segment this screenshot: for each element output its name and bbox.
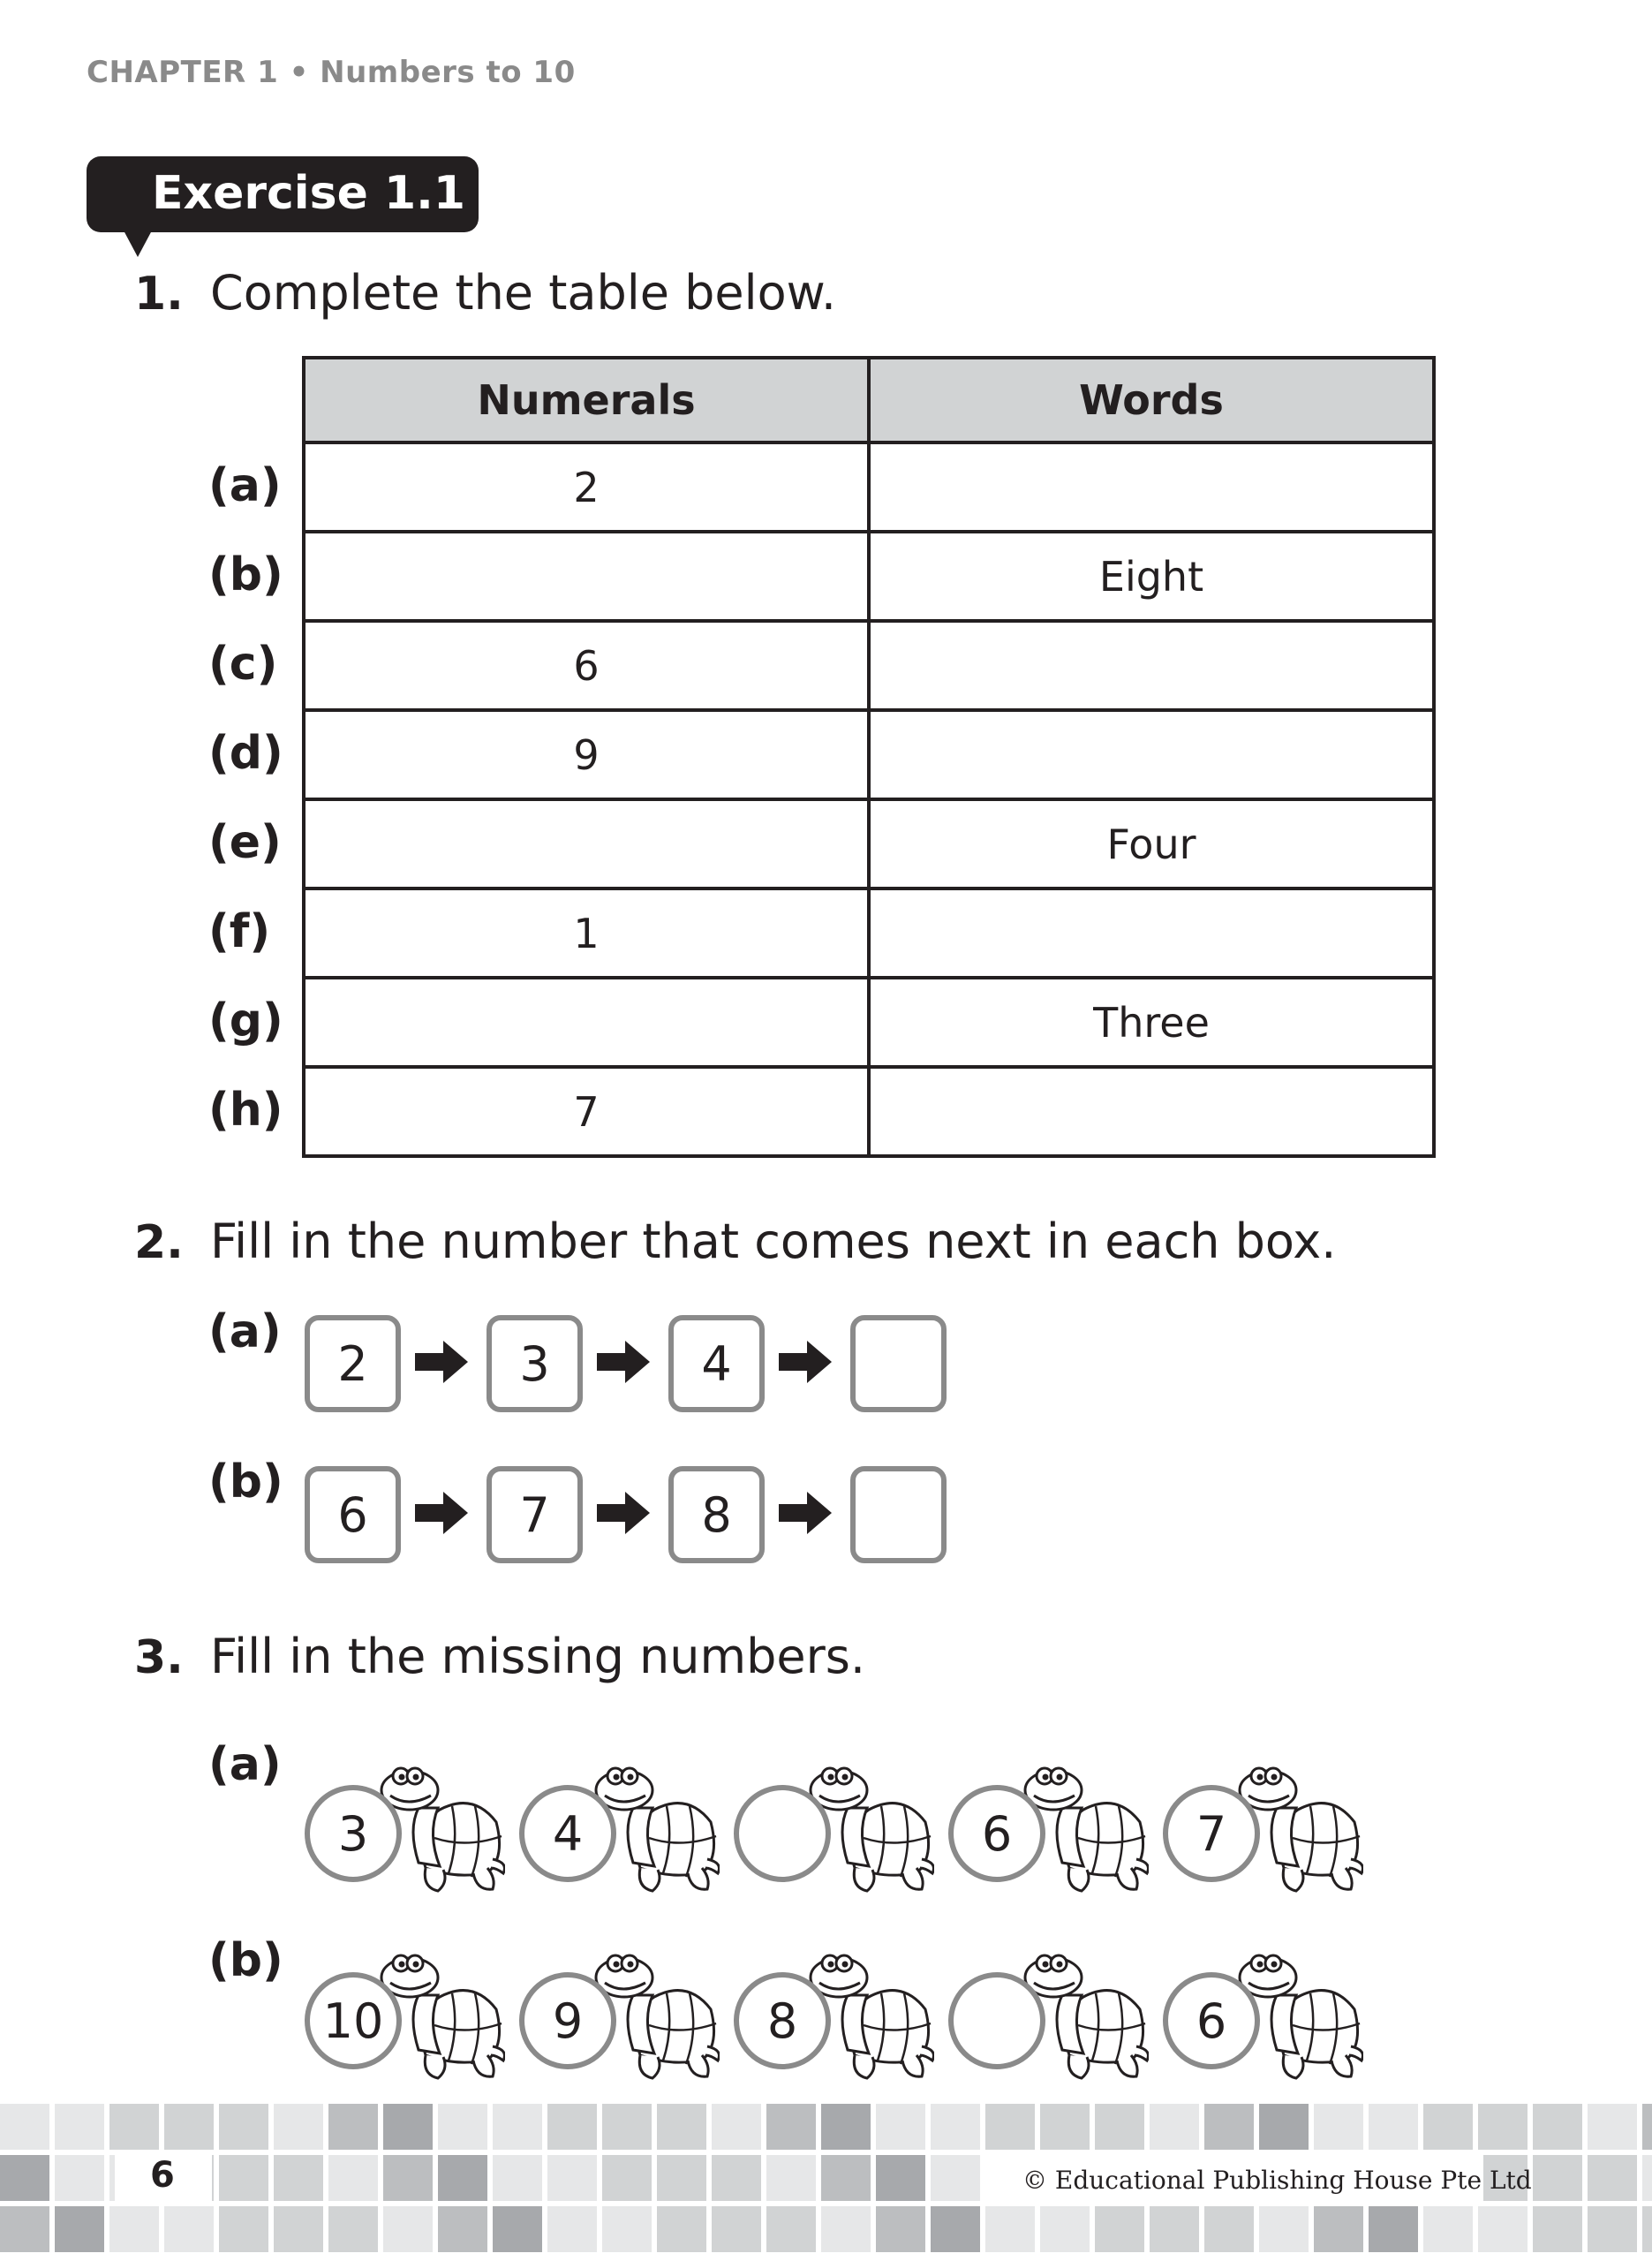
q1-text: Complete the table below. xyxy=(210,265,837,321)
exercise-badge xyxy=(87,156,479,232)
row-label: (d) xyxy=(208,727,283,780)
row-label: (f) xyxy=(208,905,271,958)
arrow-right-icon xyxy=(779,1341,832,1383)
q2-part-label: (b) xyxy=(208,1456,283,1509)
copyright-notice: © Educational Publishing House Pte Ltd xyxy=(1022,2166,1532,2195)
table-row xyxy=(304,621,1434,710)
q3-text: Fill in the missing numbers. xyxy=(210,1629,866,1684)
arrow-right-icon xyxy=(415,1492,468,1534)
number-circle: 9 xyxy=(519,1972,616,2069)
word-cell[interactable] xyxy=(869,889,1434,978)
q2-part-label: (a) xyxy=(208,1305,282,1358)
number-box: 6 xyxy=(305,1466,401,1563)
number-circle: 6 xyxy=(1163,1972,1260,2069)
word-cell[interactable] xyxy=(869,442,1434,532)
q1-number: 1. xyxy=(134,268,184,321)
numeral-cell[interactable]: 6 xyxy=(304,621,869,710)
number-box: 4 xyxy=(668,1315,765,1412)
answer-circle[interactable] xyxy=(734,1785,831,1882)
q2-number: 2. xyxy=(134,1216,184,1269)
arrow-right-icon xyxy=(597,1492,650,1534)
row-label: (b) xyxy=(208,548,283,601)
row-label: (e) xyxy=(208,816,282,869)
row-label: (a) xyxy=(208,459,282,512)
number-box: 3 xyxy=(487,1315,583,1412)
row-label: (h) xyxy=(208,1084,283,1137)
number-box: 2 xyxy=(305,1315,401,1412)
badge-tail xyxy=(124,231,152,257)
chapter-header: CHAPTER 1 • Numbers to 10 xyxy=(87,55,576,90)
table-row xyxy=(304,710,1434,799)
row-label: (c) xyxy=(208,638,278,691)
arrow-right-icon xyxy=(779,1492,832,1534)
table-row xyxy=(304,532,1434,621)
row-label: (g) xyxy=(208,994,283,1047)
number-circle: 3 xyxy=(305,1785,402,1882)
column-header-words: Words xyxy=(869,358,1434,442)
numeral-cell[interactable]: 1 xyxy=(304,889,869,978)
table-row xyxy=(304,978,1434,1067)
answer-box[interactable] xyxy=(850,1315,947,1412)
numeral-cell[interactable] xyxy=(304,532,869,621)
answer-box[interactable] xyxy=(850,1466,947,1563)
page-number: 6 xyxy=(150,2155,175,2196)
number-box: 7 xyxy=(487,1466,583,1563)
numeral-cell[interactable]: 7 xyxy=(304,1067,869,1156)
column-header-numerals: Numerals xyxy=(304,358,869,442)
numeral-cell[interactable]: 2 xyxy=(304,442,869,532)
q3-part-label: (b) xyxy=(208,1934,283,1987)
table-row xyxy=(304,889,1434,978)
word-cell[interactable]: Eight xyxy=(869,532,1434,621)
word-cell[interactable] xyxy=(869,710,1434,799)
numerals-words-table xyxy=(302,356,1436,1158)
number-circle: 10 xyxy=(305,1972,402,2069)
number-circle: 6 xyxy=(948,1785,1045,1882)
q3-part-label: (a) xyxy=(208,1738,282,1791)
arrow-right-icon xyxy=(415,1341,468,1383)
word-cell[interactable]: Four xyxy=(869,799,1434,889)
answer-circle[interactable] xyxy=(948,1972,1045,2069)
word-cell[interactable] xyxy=(869,621,1434,710)
table-row xyxy=(304,442,1434,532)
table-header-row xyxy=(304,358,1434,442)
q3-number: 3. xyxy=(134,1631,184,1684)
number-circle: 4 xyxy=(519,1785,616,1882)
table-row xyxy=(304,1067,1434,1156)
number-circle: 7 xyxy=(1163,1785,1260,1882)
word-cell[interactable] xyxy=(869,1067,1434,1156)
exercise-title: Exercise 1.1 xyxy=(152,167,466,220)
numeral-cell[interactable]: 9 xyxy=(304,710,869,799)
table-row xyxy=(304,799,1434,889)
numeral-cell[interactable] xyxy=(304,799,869,889)
q2-text: Fill in the number that comes next in each box. xyxy=(210,1214,1337,1269)
number-circle: 8 xyxy=(734,1972,831,2069)
number-box: 8 xyxy=(668,1466,765,1563)
arrow-right-icon xyxy=(597,1341,650,1383)
numeral-cell[interactable] xyxy=(304,978,869,1067)
word-cell[interactable]: Three xyxy=(869,978,1434,1067)
